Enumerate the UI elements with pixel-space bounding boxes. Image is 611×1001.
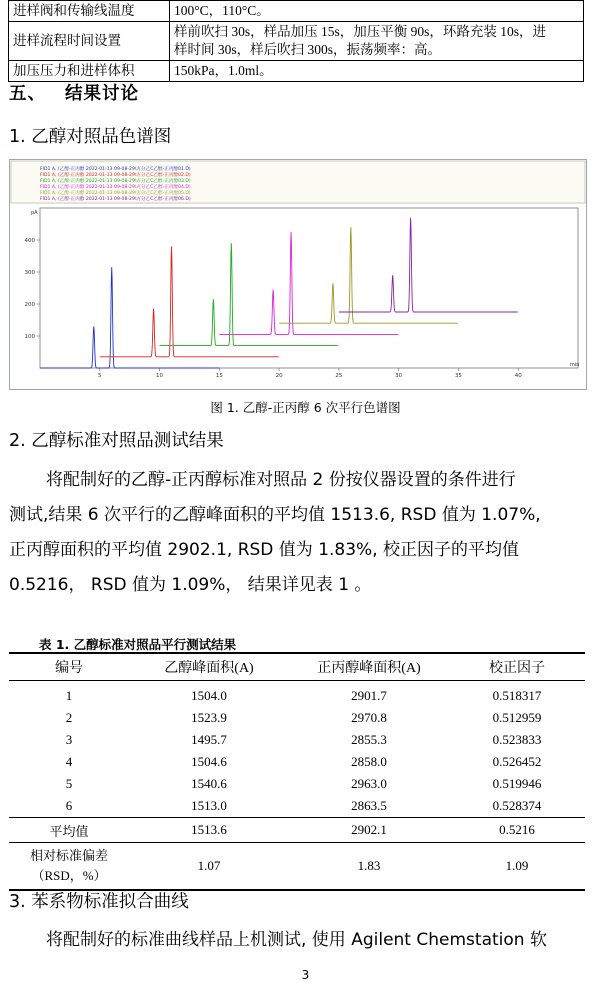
col-header-ethanol: 乙醇峰面积(A): [129, 653, 289, 681]
table-cell: 0.512959: [492, 710, 542, 725]
table-cell: 2970.8: [351, 710, 387, 725]
table-cell: 1504.0: [191, 688, 227, 703]
x-tick-label: 5: [98, 373, 102, 379]
chromatogram-figure: [9, 159, 587, 390]
y-tick-label: 300: [24, 270, 35, 276]
rsd-label-line: （RSD，%）: [31, 868, 107, 883]
table-cell: 5: [65, 776, 73, 791]
subheading-results: 2. 乙醇标准对照品测试结果: [9, 431, 224, 451]
config-table: [8, 0, 584, 82]
legend-entry: FID1 A, (乙醇-正丙醇 2022-01-13 09-08-29\方分乙C乙醇-正丙醇05.D): [40, 191, 191, 196]
table-row: [9, 707, 585, 729]
average-factor: 0.5216: [449, 818, 585, 843]
x-axis-label: min: [570, 362, 580, 368]
section-heading: [9, 80, 139, 105]
col-header-factor: 校正因子: [449, 653, 585, 681]
subheading-calibration: 3. 苯系物标准拟合曲线: [9, 892, 189, 912]
y-tick-label: 100: [24, 334, 35, 340]
average-ethanol: 1513.6: [129, 818, 289, 843]
legend-entry: FID1 A, (乙醇-正丙醇 2022-01-13 09-08-29\方分乙C乙醇-正丙醇06.D): [40, 197, 191, 202]
table-row: [9, 729, 585, 751]
col-header-id: 编号: [9, 653, 129, 681]
rsd-ethanol: 1.07: [129, 843, 289, 891]
figure-caption: 图 1. 乙醇-正丙醇 6 次平行色谱图: [210, 400, 401, 415]
table-cell: 1504.6: [191, 754, 227, 769]
x-tick-label: 40: [514, 373, 522, 379]
table-cell: 6: [65, 798, 73, 813]
results-table: [9, 652, 585, 891]
x-tick-label: 30: [395, 373, 403, 379]
calibration-paragraph: [9, 923, 585, 958]
config-key: 进样流程时间设置: [9, 22, 170, 61]
rsd-label-line: 相对标准偏差: [29, 848, 108, 863]
average-label: 平均值: [9, 818, 129, 843]
y-axis-label: pA: [31, 210, 38, 216]
table-cell: 2963.0: [351, 776, 387, 791]
subheading-chromatogram: 1. 乙醇对照品色谱图: [9, 127, 172, 147]
table-cell: 1540.6: [191, 776, 227, 791]
config-row: [9, 61, 584, 82]
col-header-propanol: 正丙醇峰面积(A): [289, 653, 449, 681]
table-cell: 0.526452: [492, 754, 542, 769]
table-caption: 表 1. 乙醇标准对照品平行测试结果: [39, 637, 237, 652]
section-number: 五、: [9, 84, 46, 104]
y-tick-label: 400: [24, 238, 35, 244]
table-cell: 2863.5: [351, 798, 387, 813]
table-cell: 3: [65, 732, 73, 747]
table-header-row: [9, 653, 585, 681]
x-tick-label: 25: [335, 373, 343, 379]
config-value: 100°C，110°C。: [170, 1, 584, 22]
config-key: 进样阀和传输线温度: [9, 1, 170, 22]
table-cell: 2901.7: [351, 688, 387, 703]
table-cell: 0.518317: [492, 688, 542, 703]
table-cell: 0.528374: [492, 798, 542, 813]
plot-area: [40, 208, 578, 368]
page-number: 3: [301, 968, 310, 982]
config-value: 150kPa，1.0ml。: [170, 61, 584, 82]
paragraph-line: 将配制好的标准曲线样品上机测试, 使用 Agilent Chemstation 软: [46, 930, 547, 950]
legend-entry: FID1 A, (乙醇-正丙醇 2022-01-13 09-08-29\方分乙C乙醇-正丙醇01.D): [40, 167, 191, 172]
paragraph-line: 将配制好的乙醇-正丙醇标准对照品 2 份按仪器设置的条件进行: [46, 470, 516, 490]
paragraph-line: 测试,结果 6 次平行的乙醇峰面积的平均值 1513.6, RSD 值为 1.07%,: [9, 505, 541, 525]
config-row: [9, 22, 584, 61]
rsd-row: [9, 843, 585, 891]
config-value-line: 样前吹扫 30s，样品加压 15s，加压平衡 90s，环路充装 10s，进: [174, 24, 547, 39]
legend-entry: FID1 A, (乙醇-正丙醇 2022-01-13 09-08-29\方分乙C乙醇-正丙醇02.D): [40, 173, 191, 178]
table-cell: 1495.7: [191, 732, 227, 747]
table-cell: 4: [65, 754, 73, 769]
table-cell: 2: [65, 710, 73, 725]
table-cell: 1523.9: [191, 710, 227, 725]
x-tick-label: 20: [275, 373, 283, 379]
config-key: 加压压力和进样体积: [9, 61, 170, 82]
legend-entry: FID1 A, (乙醇-正丙醇 2022-01-13 09-08-29\方分乙C乙醇-正丙醇04.D): [40, 185, 191, 190]
x-tick-label: 10: [156, 373, 164, 379]
table-cell: 0.523833: [492, 732, 542, 747]
table-row: [9, 681, 585, 708]
config-value-line: 样时间 30s，样后吹扫 300s，振荡频率：高。: [174, 42, 442, 57]
paragraph-line: 正丙醇面积的平均值 2902.1, RSD 值为 1.83%, 校正因子的平均值: [9, 540, 520, 560]
paragraph-line: 0.5216， RSD 值为 1.09%， 结果详见表 1 。: [9, 575, 372, 595]
table-cell: 1513.0: [191, 798, 227, 813]
x-tick-label: 35: [454, 373, 462, 379]
chromatogram-chart: [10, 160, 586, 389]
table-row: [9, 795, 585, 818]
table-cell: 0.519946: [492, 776, 542, 791]
legend-entry: FID1 A, (乙醇-正丙醇 2022-01-13 09-08-29\方分乙C乙醇-正丙醇03.D): [40, 179, 191, 184]
rsd-propanol: 1.83: [289, 843, 449, 891]
average-row: [9, 818, 585, 843]
table-row: [9, 773, 585, 795]
config-value: [170, 22, 584, 61]
x-tick-label: 15: [215, 373, 223, 379]
y-tick-label: 200: [24, 302, 35, 308]
table-cell: 2855.3: [351, 732, 387, 747]
table-cell: 1: [65, 688, 73, 703]
table-row: [9, 751, 585, 773]
rsd-label: [9, 843, 129, 891]
config-row: [9, 1, 584, 22]
section-title: 结果讨论: [65, 84, 139, 104]
rsd-factor: 1.09: [449, 843, 585, 891]
average-propanol: 2902.1: [289, 818, 449, 843]
table-cell: 2858.0: [351, 754, 387, 769]
results-paragraph: [9, 463, 585, 603]
